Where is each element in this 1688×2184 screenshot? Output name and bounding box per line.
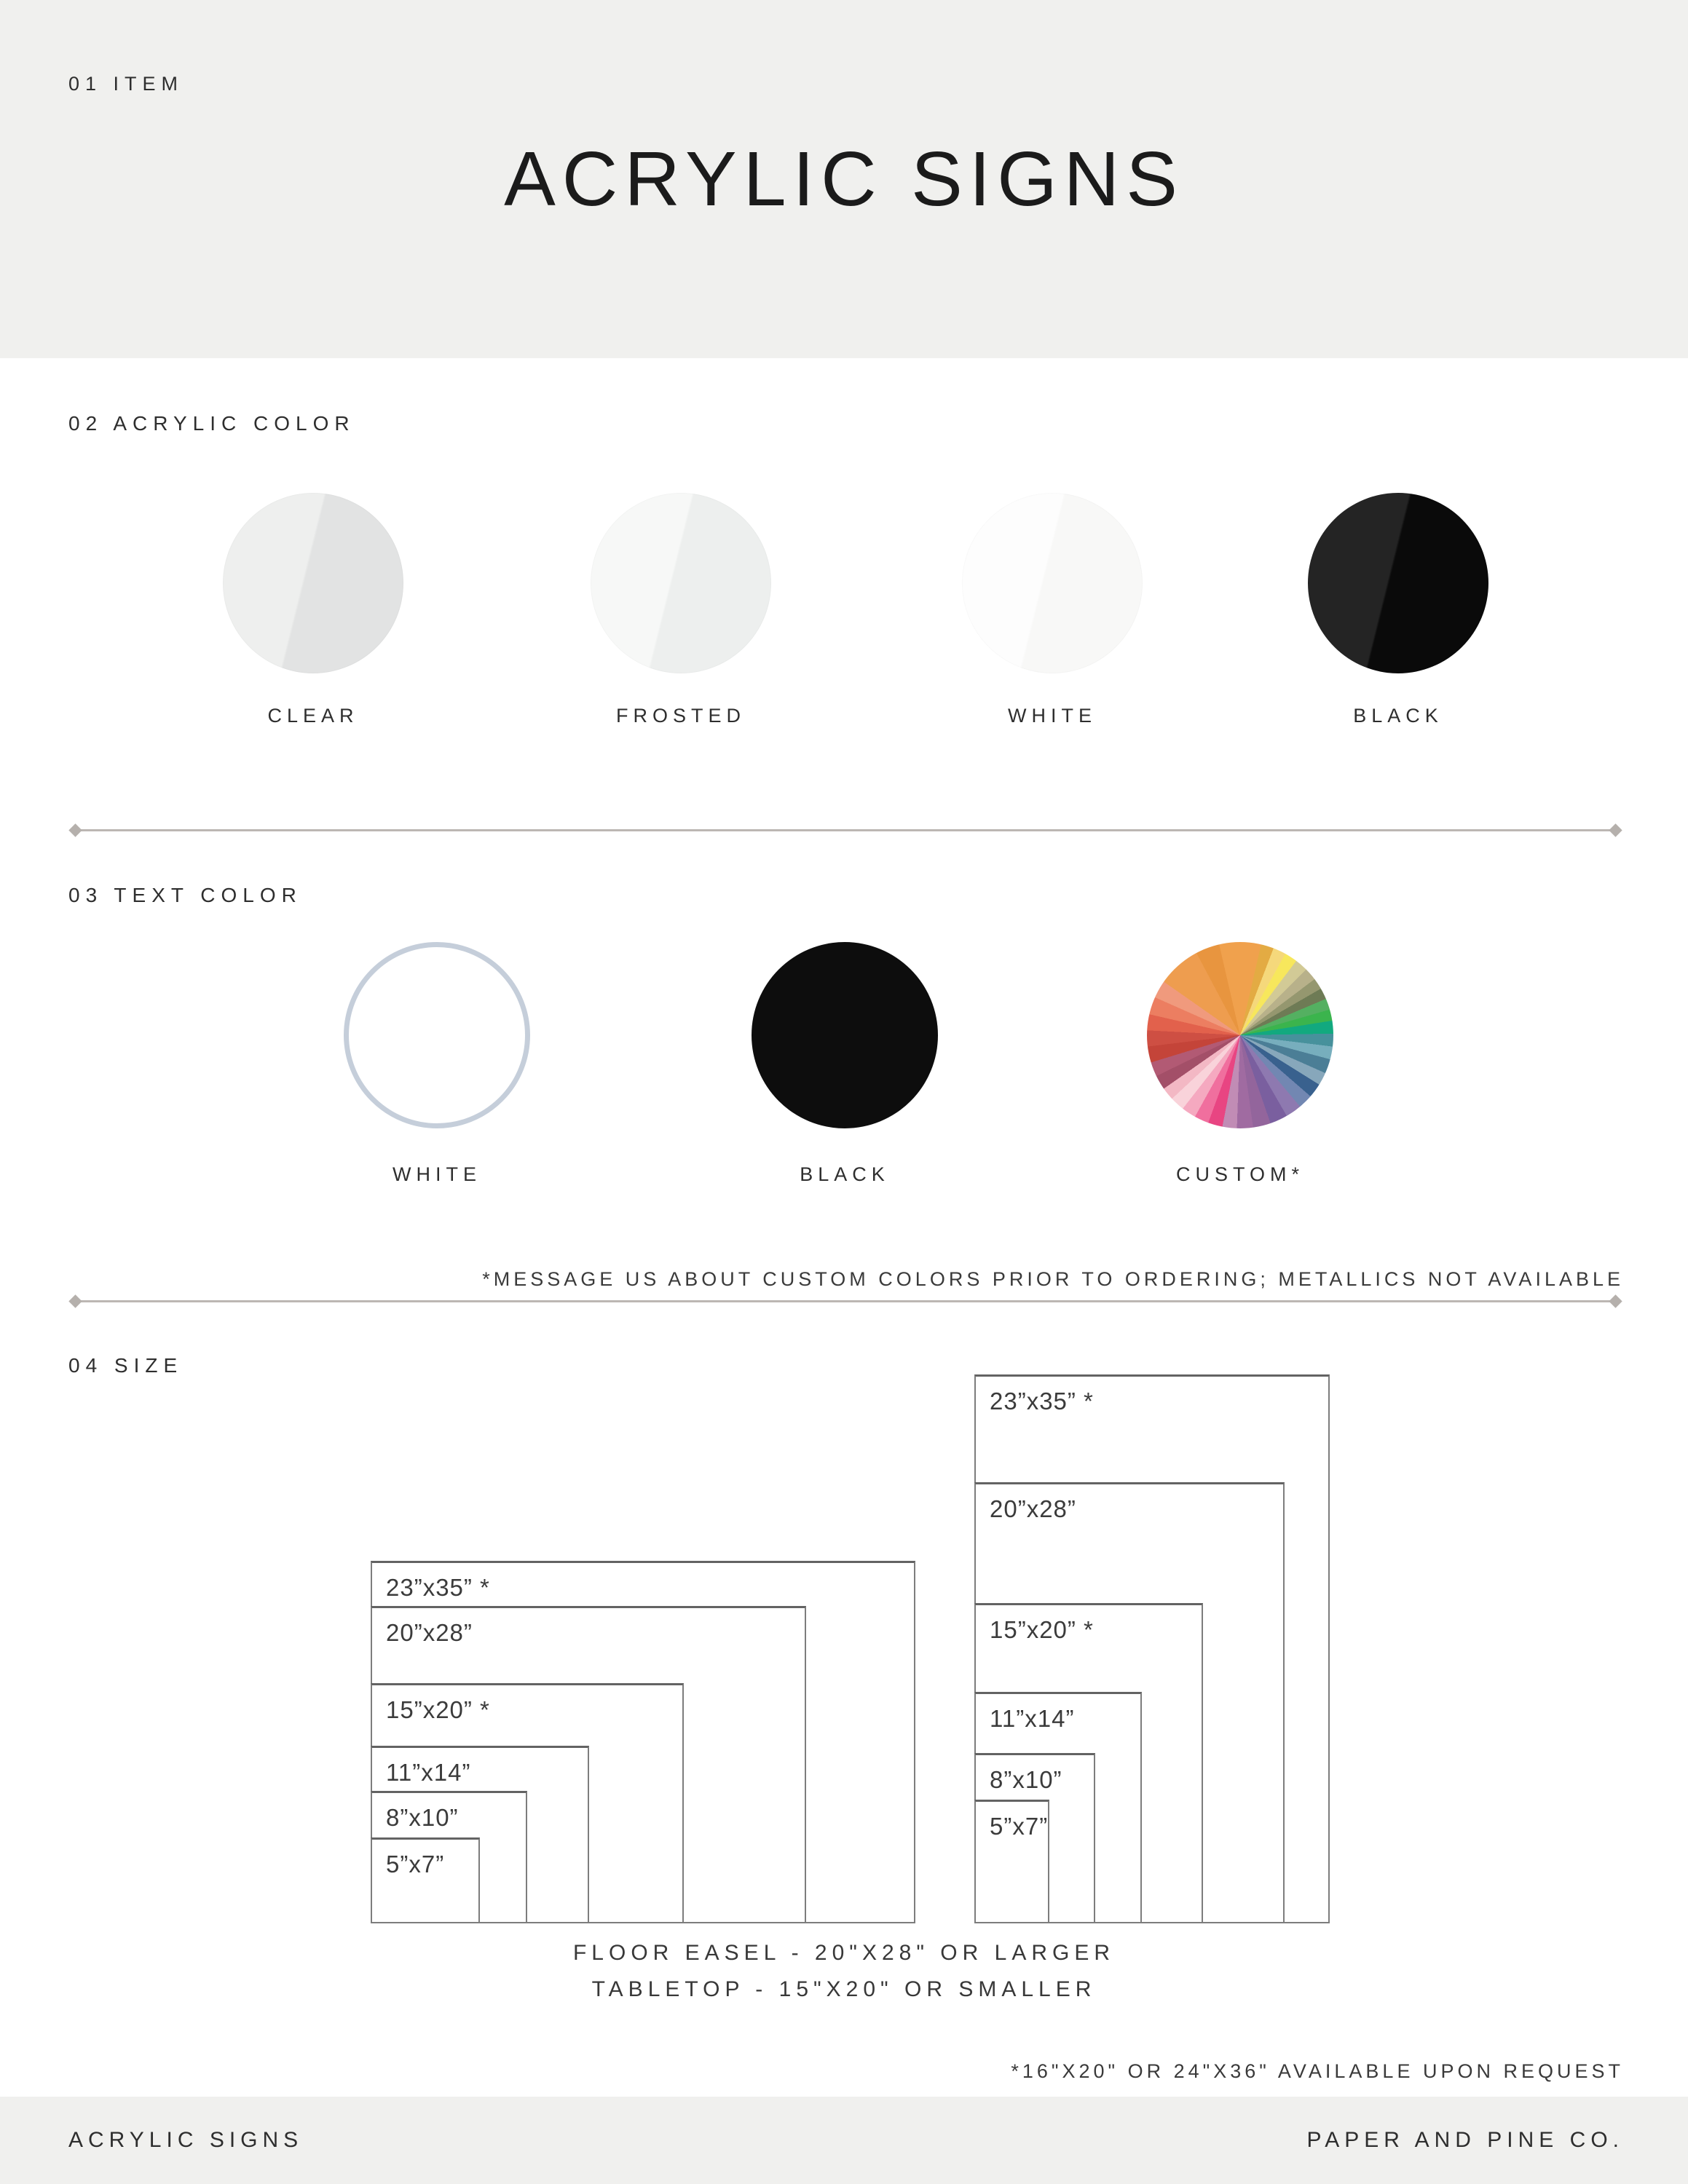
- diamond-end-icon: [1609, 1294, 1622, 1307]
- acrylic-color-section-label: 02 ACRYLIC COLOR: [68, 412, 355, 435]
- size-rect-label: 15”x20” *: [386, 1696, 490, 1723]
- size-rect-label: 5”x7”: [990, 1813, 1049, 1840]
- size-rect-label: 8”x10”: [386, 1804, 459, 1831]
- size-rect-label: 11”x14”: [386, 1759, 471, 1786]
- size-rect-label: 8”x10”: [990, 1766, 1062, 1793]
- textcolor-swatch-label: CUSTOM*: [1175, 1163, 1304, 1185]
- custom-color-note: *MESSAGE US ABOUT CUSTOM COLORS PRIOR TO ORDERING; METALLICS NOT AVAILABLE: [482, 1268, 1624, 1290]
- size-rect-5x7: [974, 1800, 1049, 1923]
- size-rect-label: 11”x14”: [990, 1705, 1075, 1732]
- size-rect-label: 20”x28”: [990, 1495, 1076, 1522]
- textcolor-swatch-label: BLACK: [800, 1163, 890, 1185]
- diamond-end-icon: [1609, 823, 1622, 836]
- size-rect-label: 23”x35” *: [990, 1388, 1094, 1415]
- size-rect-7x5: [371, 1837, 480, 1923]
- footer-product-name: ACRYLIC SIGNS: [68, 2128, 304, 2152]
- acrylic-swatch-white: [962, 493, 1143, 673]
- easel-caption: FLOOR EASEL - 20"X28" OR LARGER: [572, 1941, 1116, 1965]
- divider: [75, 1300, 1616, 1302]
- acrylic-swatch-label: CLEAR: [267, 705, 359, 727]
- size-diagram-landscape: [371, 1561, 915, 1923]
- size-diagram-portrait: [974, 1374, 1330, 1923]
- acrylic-swatch-black: [1308, 493, 1488, 673]
- divider: [75, 829, 1616, 831]
- size-request-note: *16"X20" OR 24"X36" AVAILABLE UPON REQUEST: [1011, 2060, 1624, 2082]
- size-rect-label: 5”x7”: [386, 1851, 445, 1878]
- text-color-section-label: 03 TEXT COLOR: [68, 884, 302, 906]
- diamond-end-icon: [68, 1294, 82, 1307]
- textcolor-swatch-white: [344, 942, 530, 1128]
- item-section-label: 01 ITEM: [68, 73, 184, 95]
- page-title: ACRYLIC SIGNS: [504, 136, 1184, 222]
- size-section-label: 04 SIZE: [68, 1354, 184, 1377]
- footer-brand-name: PAPER AND PINE CO.: [1306, 2128, 1624, 2152]
- acrylic-swatch-label: FROSTED: [615, 705, 746, 727]
- acrylic-swatch-label: BLACK: [1353, 705, 1443, 727]
- tabletop-caption: TABLETOP - 15"X20" OR SMALLER: [591, 1977, 1097, 2001]
- diamond-end-icon: [68, 823, 82, 836]
- size-rect-label: 15”x20” *: [990, 1616, 1094, 1643]
- textcolor-swatch-custom: [1147, 942, 1333, 1128]
- textcolor-swatch-label: WHITE: [393, 1163, 481, 1185]
- acrylic-swatch-clear: [223, 493, 403, 673]
- acrylic-swatch-label: WHITE: [1008, 705, 1097, 727]
- acrylic-swatch-frosted: [591, 493, 771, 673]
- size-rect-label: 23”x35” *: [386, 1574, 490, 1601]
- size-rect-label: 20”x28”: [386, 1619, 473, 1646]
- textcolor-swatch-black: [752, 942, 938, 1128]
